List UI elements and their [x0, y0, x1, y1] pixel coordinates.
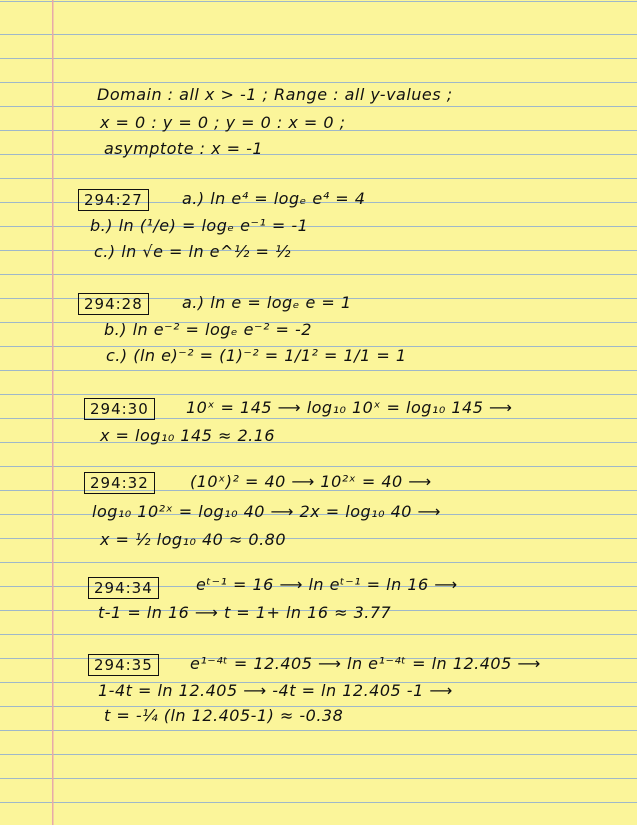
- problem-label: 294:35: [88, 654, 159, 676]
- problem-line: x = log₁₀ 145 ≈ 2.16: [100, 426, 276, 445]
- problem-line: t-1 = ln 16 ⟶ t = 1+ ln 16 ≈ 3.77: [98, 603, 392, 622]
- problem-line: c.) ln √e = ln e^½ = ½: [94, 242, 292, 261]
- intercepts-line: x = 0 : y = 0 ; y = 0 : x = 0 ;: [100, 113, 346, 132]
- problem-label: 294:34: [88, 577, 159, 599]
- problem-label: 294:30: [84, 398, 155, 420]
- problem-line: (10ˣ)² = 40 ⟶ 10²ˣ = 40 ⟶: [190, 472, 432, 491]
- problem-line: b.) ln e⁻² = logₑ e⁻² = -2: [104, 320, 312, 339]
- problem-line: eᵗ⁻¹ = 16 ⟶ ln eᵗ⁻¹ = ln 16 ⟶: [196, 575, 458, 594]
- problem-line: e¹⁻⁴ᵗ = 12.405 ⟶ ln e¹⁻⁴ᵗ = ln 12.405 ⟶: [190, 654, 541, 673]
- problem-line: c.) (ln e)⁻² = (1)⁻² = 1/1² = 1/1 = 1: [106, 346, 407, 365]
- problem-line: x = ½ log₁₀ 40 ≈ 0.80: [100, 530, 287, 549]
- domain-range-line: Domain : all x > -1 ; Range : all y-values ;: [97, 85, 453, 104]
- problem-line: 10ˣ = 145 ⟶ log₁₀ 10ˣ = log₁₀ 145 ⟶: [186, 398, 513, 417]
- problem-label: 294:32: [84, 472, 155, 494]
- problem-line: t = -¼ (ln 12.405-1) ≈ -0.38: [104, 706, 344, 725]
- problem-line: a.) ln e⁴ = logₑ e⁴ = 4: [182, 189, 366, 208]
- problem-line: log₁₀ 10²ˣ = log₁₀ 40 ⟶ 2x = log₁₀ 40 ⟶: [92, 502, 441, 521]
- problem-line: 1-4t = ln 12.405 ⟶ -4t = ln 12.405 -1 ⟶: [98, 681, 453, 700]
- problem-label: 294:28: [78, 293, 149, 315]
- asymptote-line: asymptote : x = -1: [104, 139, 264, 158]
- problem-label: 294:27: [78, 189, 149, 211]
- problem-line: b.) ln (¹/e) = logₑ e⁻¹ = -1: [90, 216, 309, 235]
- problem-line: a.) ln e = logₑ e = 1: [182, 293, 352, 312]
